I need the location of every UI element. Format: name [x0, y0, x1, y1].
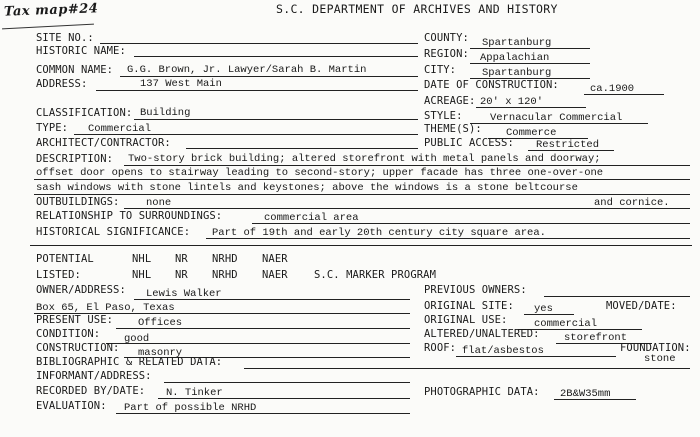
listed-nrhd: NRHD: [212, 269, 238, 281]
relationship-label: RELATIONSHIP TO SURROUNDINGS:: [36, 210, 223, 222]
previous-owners-label: PREVIOUS OWNERS:: [424, 284, 527, 296]
public-access-value: Restricted: [536, 139, 600, 151]
construction-label: CONSTRUCTION:: [36, 342, 120, 354]
photographic-data-underline: [554, 399, 636, 400]
description-line-1: Two-story brick building; altered storefront with metal panels and doorway;: [128, 153, 601, 165]
type-value: Commercial: [88, 123, 152, 135]
historic-name-label: HISTORIC NAME:: [36, 45, 126, 57]
evaluation-underline: [116, 413, 410, 414]
recorded-by-underline: [158, 398, 410, 399]
acreage-underline: [476, 107, 586, 108]
original-use-value: commercial: [534, 318, 598, 330]
county-value: Spartanburg: [482, 37, 552, 49]
condition-underline: [106, 343, 410, 344]
listed-nhl: NHL: [132, 269, 152, 281]
foundation-value: stone: [644, 353, 676, 365]
site-no-label: SITE NO.:: [36, 32, 94, 44]
bibliographic-underline: [244, 368, 690, 369]
region-value: Appalachian: [480, 52, 550, 64]
architect-underline: [186, 148, 418, 149]
condition-label: CONDITION:: [36, 328, 101, 340]
recorded-by-value: N. Tinker: [166, 387, 223, 399]
description-underline-1: [124, 165, 690, 166]
potential-nhl: NHL: [132, 253, 152, 265]
roof-value: flat/asbestos: [462, 345, 544, 357]
style-label: STYLE:: [424, 110, 463, 122]
previous-owners-underline: [544, 296, 690, 297]
historical-significance-label: HISTORICAL SIGNIFICANCE:: [36, 226, 191, 238]
handwritten-tax-map-note: Tax map#24: [3, 1, 99, 20]
listed-sc-marker-program: S.C. MARKER PROGRAM: [314, 269, 437, 281]
architect-label: ARCHITECT/CONTRACTOR:: [36, 137, 171, 149]
historical-significance-value: Part of 19th and early 20th century city square area.: [212, 227, 546, 239]
city-label: CITY:: [424, 64, 457, 76]
outbuildings-label: OUTBUILDINGS:: [36, 196, 120, 208]
potential-nr: NR: [175, 253, 188, 265]
common-name-underline: [120, 76, 418, 77]
owner-value-line-2: Box 65, El Paso, Texas: [36, 302, 175, 314]
themes-label: THEME(S):: [424, 123, 482, 135]
bibliographic-label: BIBLIOGRAPHIC & RELATED DATA:: [36, 356, 223, 368]
original-site-label: ORIGINAL SITE:: [424, 300, 514, 312]
region-underline: [470, 63, 590, 64]
photographic-data-label: PHOTOGRAPHIC DATA:: [424, 386, 540, 398]
roof-label: ROOF:: [424, 342, 457, 354]
themes-value: Commerce: [506, 127, 557, 139]
public-access-underline: [528, 150, 614, 151]
informant-underline: [164, 382, 410, 383]
outbuildings-value: none: [146, 197, 172, 209]
altered-unaltered-label: ALTERED/UNALTERED:: [424, 328, 540, 340]
description-line-4-end: and cornice.: [594, 197, 670, 209]
owner-underline-1: [134, 299, 410, 300]
owner-value-line-1: Lewis Walker: [146, 288, 222, 300]
description-underline-2: [34, 179, 690, 180]
recorded-by-label: RECORDED BY/DATE:: [36, 385, 146, 397]
acreage-label: ACREAGE:: [424, 95, 476, 107]
classification-value: Building: [140, 107, 191, 119]
section-separator: [30, 245, 692, 246]
description-label: DESCRIPTION:: [36, 153, 114, 165]
condition-value: good: [124, 333, 150, 345]
construction-value: masonry: [138, 347, 183, 359]
type-label: TYPE:: [36, 122, 69, 134]
common-name-value: G.G. Brown, Jr. Lawyer/Sarah B. Martin: [127, 64, 367, 76]
present-use-label: PRESENT USE:: [36, 314, 114, 326]
public-access-label: PUBLIC ACCESS:: [424, 137, 514, 149]
description-line-3: sash windows with stone lintels and keystones; above the windows is a stone beltcourse: [36, 182, 578, 194]
address-label: ADDRESS:: [36, 78, 88, 90]
county-underline: [470, 48, 590, 49]
listed-naer: NAER: [262, 269, 288, 281]
original-site-value: yes: [534, 303, 553, 315]
relationship-value: commercial area: [264, 212, 359, 224]
photographic-data-value: 2B&W35mm: [560, 388, 611, 400]
region-label: REGION:: [424, 48, 469, 60]
style-underline: [470, 123, 648, 124]
historic-name-underline: [134, 56, 418, 57]
historical-significance-underline: [206, 238, 690, 239]
style-value: Vernacular Commercial: [490, 112, 623, 124]
informant-label: INFORMANT/ADDRESS:: [36, 370, 152, 382]
potential-label: POTENTIAL: [36, 253, 94, 265]
listed-nr: NR: [175, 269, 188, 281]
evaluation-label: EVALUATION:: [36, 400, 107, 412]
county-label: COUNTY:: [424, 32, 469, 44]
altered-unaltered-value: storefront: [564, 332, 628, 344]
relationship-underline: [252, 223, 690, 224]
common-name-label: COMMON NAME:: [36, 64, 114, 76]
present-use-value: Offices: [138, 317, 183, 329]
roof-underline: [456, 356, 616, 357]
moved-date-label: MOVED/DATE:: [606, 300, 677, 312]
foundation-label: FOUNDATION:: [620, 342, 691, 354]
acreage-value: 20' x 120': [480, 96, 544, 108]
listed-label: LISTED:: [36, 269, 81, 281]
potential-nrhd: NRHD: [212, 253, 238, 265]
date-of-construction-value: ca.1900: [590, 83, 635, 95]
address-underline: [96, 90, 418, 91]
classification-label: CLASSIFICATION:: [36, 107, 133, 119]
address-value: 137 West Main: [140, 78, 222, 90]
potential-naer: NAER: [262, 253, 288, 265]
classification-underline: [134, 119, 418, 120]
handwritten-underline: [2, 24, 94, 30]
type-underline: [74, 134, 418, 135]
original-use-label: ORIGINAL USE:: [424, 314, 508, 326]
evaluation-value: Part of possible NRHD: [124, 402, 257, 414]
city-value: Spartanburg: [482, 67, 552, 79]
owner-address-label: OWNER/ADDRESS:: [36, 284, 126, 296]
present-use-underline: [116, 328, 410, 329]
original-site-underline: [524, 314, 574, 315]
description-line-2: offset door opens to stairway leading to second-story; upper facade has three one-over-one: [36, 167, 604, 179]
date-of-construction-label: DATE OF CONSTRUCTION:: [424, 79, 559, 91]
outbuildings-underline: [124, 208, 690, 209]
form-header-title: S.C. DEPARTMENT OF ARCHIVES AND HISTORY: [276, 2, 558, 16]
description-underline-3: [34, 194, 690, 195]
date-of-construction-underline: [584, 94, 664, 95]
site-no-underline: [100, 43, 418, 44]
